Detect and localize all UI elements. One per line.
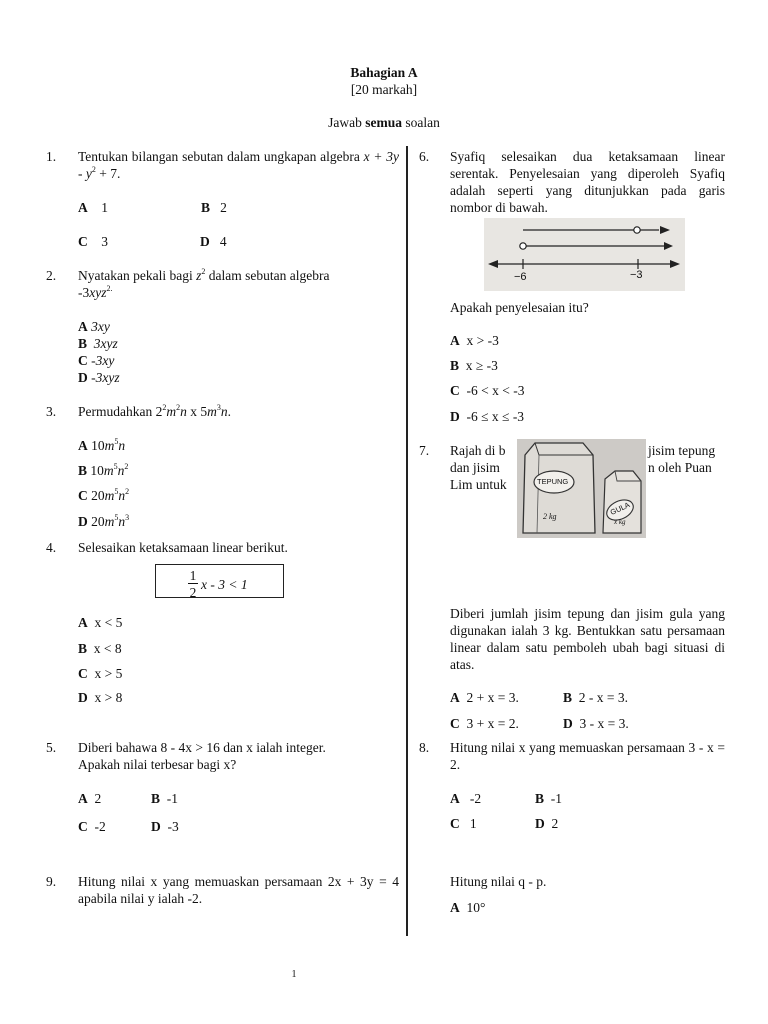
- bag-label-sugar: GULA: [608, 500, 632, 517]
- question-stem: Hitung nilai x yang memuaskan persamaan 3 - x = 2.: [450, 740, 725, 772]
- option-a[interactable]: A x < 5: [78, 615, 123, 630]
- option-text: x < 5: [94, 615, 123, 630]
- question-stem: Permudahkan $2^2m^2n$ x $5m^3n$.: [78, 402, 231, 419]
- stem-part: -3: [78, 285, 90, 300]
- option-text: x > 8: [94, 690, 123, 705]
- option-a[interactable]: A x > -3: [450, 333, 499, 348]
- option-c[interactable]: C -6 < x < -3: [450, 383, 525, 398]
- page-number: 1: [291, 969, 297, 980]
- option-text: 1: [469, 816, 477, 831]
- bag-weight-flour: 2 kg: [543, 512, 557, 521]
- equation-expression: x - 3 < 1: [201, 577, 248, 592]
- sub-question: Apakah penyelesaian itu?: [450, 300, 589, 315]
- option-c[interactable]: C $20m^5n^2$: [78, 486, 130, 503]
- option-text: 2 + x = 3.: [466, 690, 519, 705]
- stem-expr: x + 3y - y: [78, 149, 399, 181]
- option-d[interactable]: D $20m^5n^3$: [78, 512, 130, 529]
- option-a[interactable]: A 2 + x = 3.: [450, 690, 519, 705]
- question-number: 2.: [46, 268, 57, 283]
- bag-weight-sugar: x kg: [614, 518, 626, 526]
- number-line-figure: [484, 218, 685, 291]
- option-text: -2: [469, 791, 482, 806]
- stem-part: Permudahkan 2: [78, 404, 163, 419]
- stem-part: + 7.: [95, 166, 121, 181]
- option-text: x > -3: [466, 333, 499, 348]
- option-b[interactable]: B -1: [151, 791, 179, 806]
- section-marks: [20 markah]: [350, 82, 418, 97]
- option-text: 3 + x = 2.: [466, 716, 519, 731]
- question-stem-line2: [78, 284, 113, 301]
- option-a[interactable]: A 3xy: [78, 319, 110, 334]
- option-c[interactable]: C -2: [78, 819, 106, 834]
- stem-part: dalam sebutan algebra: [205, 268, 330, 283]
- equation-box: [155, 564, 284, 598]
- option-text: x ≥ -3: [465, 358, 498, 373]
- option-b[interactable]: B x ≥ -3: [450, 358, 498, 373]
- option-b[interactable]: B 2: [201, 200, 227, 215]
- fraction-denominator: 2: [189, 585, 197, 597]
- option-c[interactable]: C x > 5: [78, 666, 123, 681]
- option-text: 2 - x = 3.: [578, 690, 628, 705]
- question-number: 9.: [46, 874, 57, 889]
- option-text: 4: [219, 234, 227, 249]
- stem-term: xyz: [89, 285, 107, 300]
- option-d[interactable]: D -6 ≤ x ≤ -3: [450, 409, 525, 424]
- option-text: -1: [550, 791, 563, 806]
- bags-svg: [517, 439, 646, 538]
- option-text: -6 ≤ x ≤ -3: [466, 409, 525, 424]
- option-text: 2: [551, 816, 559, 831]
- option-d[interactable]: D x > 8: [78, 690, 123, 705]
- stem-fragment: dan jisim: [450, 460, 500, 475]
- stem-var: z: [196, 268, 202, 283]
- question-stem-line2: Apakah nilai terbesar bagi x?: [78, 757, 237, 772]
- question-number: 6.: [419, 149, 430, 164]
- option-c[interactable]: C 1: [450, 816, 477, 831]
- bag-label-flour: TEPUNG: [537, 477, 569, 486]
- instruction-pre: Jawab: [328, 115, 366, 130]
- option-text: 10°: [466, 900, 486, 915]
- question-number: 5.: [46, 740, 57, 755]
- question-number: 4.: [46, 540, 57, 555]
- stem-part: Tentukan bilangan sebutan dalam ungkapan algebra: [78, 149, 364, 164]
- stem-fragment: Rajah di b: [450, 443, 506, 458]
- stem-fragment: jisim tepung: [648, 443, 716, 458]
- tick-label-left: −6: [514, 271, 527, 283]
- option-text: -1: [166, 791, 179, 806]
- option-a[interactable]: A 10°: [450, 900, 486, 915]
- option-text: -3: [167, 819, 179, 834]
- question-stem: Selesaikan ketaksamaan linear berikut.: [78, 540, 288, 555]
- option-a[interactable]: A 1: [78, 200, 108, 215]
- option-b[interactable]: B $10m^5n^2$: [78, 461, 129, 478]
- option-b[interactable]: B x < 8: [78, 641, 122, 656]
- option-c[interactable]: C 3: [78, 234, 108, 249]
- option-d[interactable]: D 4: [200, 234, 227, 249]
- question-stem: [78, 148, 399, 182]
- question-stem: Hitung nilai x yang memuaskan persamaan 2x + 3y = 4 apabila nilai y ialah -2.: [78, 874, 399, 906]
- stem-sup: 2: [201, 266, 206, 276]
- option-b[interactable]: B 2 - x = 3.: [563, 690, 628, 705]
- option-text: -3xyz: [91, 370, 120, 385]
- instruction: [0, 114, 768, 131]
- option-text: -3xy: [91, 353, 115, 368]
- tick-label-right: −3: [630, 269, 643, 281]
- option-a[interactable]: A 2: [78, 791, 102, 806]
- flour-sugar-figure: [517, 439, 646, 538]
- option-text: x < 8: [93, 641, 122, 656]
- question-stem: Hitung nilai q - p.: [450, 874, 547, 889]
- stem-part: Nyatakan pekali bagi: [78, 268, 197, 283]
- question-number: 1.: [46, 149, 57, 164]
- option-text: 1: [101, 200, 108, 215]
- stem-sup: 2.: [106, 283, 113, 293]
- option-text: 2: [94, 791, 102, 806]
- column-divider: [406, 146, 408, 936]
- stem-fragment: Lim untuk: [450, 477, 507, 492]
- option-text: 20: [91, 488, 105, 503]
- question-paragraph: Diberi jumlah jisim tepung dan jisim gula yang digunakan ialah 3 kg. Bentukkan satu persamaan linear dalam satu pemboleh ubah bagi situasi di atas.: [450, 606, 725, 672]
- option-text: 10: [91, 438, 105, 453]
- option-text: 20: [91, 514, 105, 529]
- stem-sup: 2: [91, 164, 96, 174]
- option-d[interactable]: D -3xyz: [78, 370, 120, 385]
- instruction-bold: semua: [365, 115, 402, 130]
- question-number: 7.: [419, 443, 430, 458]
- option-text: -2: [94, 819, 106, 834]
- option-b[interactable]: B 3xyz: [78, 336, 118, 351]
- instruction-post: soalan: [402, 115, 440, 130]
- option-text: 3: [101, 234, 108, 249]
- option-d[interactable]: D 2: [535, 816, 559, 831]
- question-stem: Diberi bahawa 8 - 4x > 16 dan x ialah integer.: [78, 740, 326, 755]
- option-c[interactable]: C -3xy: [78, 353, 115, 368]
- option-text: 2: [220, 200, 227, 215]
- option-d[interactable]: D 3 - x = 3.: [563, 716, 629, 731]
- option-text: x > 5: [94, 666, 123, 681]
- option-a[interactable]: A -2: [450, 791, 482, 806]
- question-number: 8.: [419, 740, 430, 755]
- option-text: 3xy: [91, 319, 110, 334]
- question-stem: [78, 267, 399, 284]
- option-text: 10: [90, 463, 104, 478]
- option-a[interactable]: A $10m^5n$: [78, 436, 126, 453]
- option-text: 3xyz: [93, 336, 118, 351]
- option-b[interactable]: B -1: [535, 791, 563, 806]
- question-stem: Syafiq selesaikan dua ketaksamaan linear serentak. Penyelesaian yang diperoleh Syafiq adalah seperti yang ditunjukkan pada garis nombor di bawah.: [450, 149, 725, 215]
- question-number: 3.: [46, 404, 57, 419]
- fraction-numerator: 1: [189, 568, 197, 583]
- option-text: -6 < x < -3: [466, 383, 525, 398]
- option-d[interactable]: D -3: [151, 819, 179, 834]
- stem-fragment: n oleh Puan: [648, 460, 712, 475]
- option-text: 3 - x = 3.: [579, 716, 629, 731]
- section-title: Bahagian A: [350, 65, 418, 80]
- option-c[interactable]: C 3 + x = 2.: [450, 716, 519, 731]
